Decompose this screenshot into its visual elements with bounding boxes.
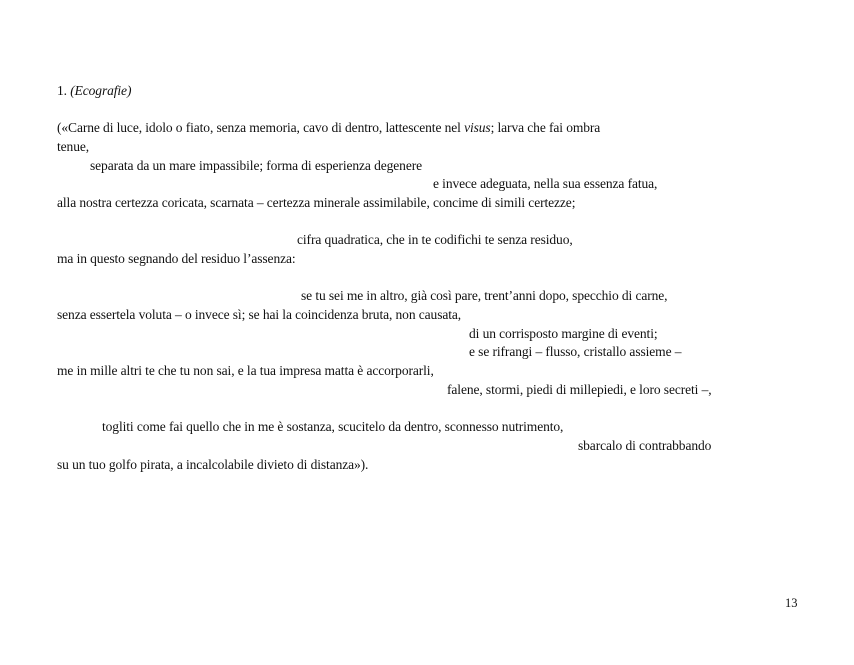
poem-line-3: separata da un mare impassibile; forma di esperienza degenere [90,158,422,173]
poem-line-14: togliti come fai quello che in me è sostanza, scucitelo da dentro, sconnesso nutrimento, [102,419,564,434]
poem-line-16: su un tuo golfo pirata, a incalcolabile divieto di distanza»). [57,457,369,472]
poem-line-9: senza essertela voluta – o invece sì; se hai la coincidenza bruta, non causata, [57,307,462,322]
poem-line-12: me in mille altri te che tu non sai, e la tua impresa matta è accorporarli, [57,363,434,378]
poem-line-1-italic-word: visus [464,120,491,135]
poem-line-7: ma in questo segnando del residuo l’assenza: [57,251,296,266]
poem-line-8: se tu sei me in altro, già così pare, trent’anni dopo, specchio di carne, [301,288,668,303]
poem-line-1 [57,119,600,137]
poem-line-1-part-a: («Carne di luce, idolo o fiato, senza memoria, cavo di dentro, lattescente nel [57,120,465,135]
poem-line-10: di un corrisposto margine di eventi; [469,326,658,341]
poem-heading [57,82,131,100]
poem-line-4: e invece adeguata, nella sua essenza fatua, [433,176,658,191]
poem-line-15: sbarcalo di contrabbando [578,438,712,453]
poem-line-6: cifra quadratica, che in te codifichi te senza residuo, [297,232,573,247]
poem-line-1-part-c: ; larva che fai ombra [490,120,601,135]
poem-line-13: falene, stormi, piedi di millepiedi, e loro secreti –, [447,382,712,397]
poem-line-2: tenue, [57,139,90,154]
page-number: 13 [785,596,798,610]
heading-title: (Ecografie) [70,83,132,98]
heading-number: 1. [57,83,67,98]
poem-line-5: alla nostra certezza coricata, scarnata – certezza minerale assimilabile, concime di simili certezze; [57,195,576,210]
poem-line-11: e se rifrangi – flusso, cristallo assieme – [469,344,682,359]
